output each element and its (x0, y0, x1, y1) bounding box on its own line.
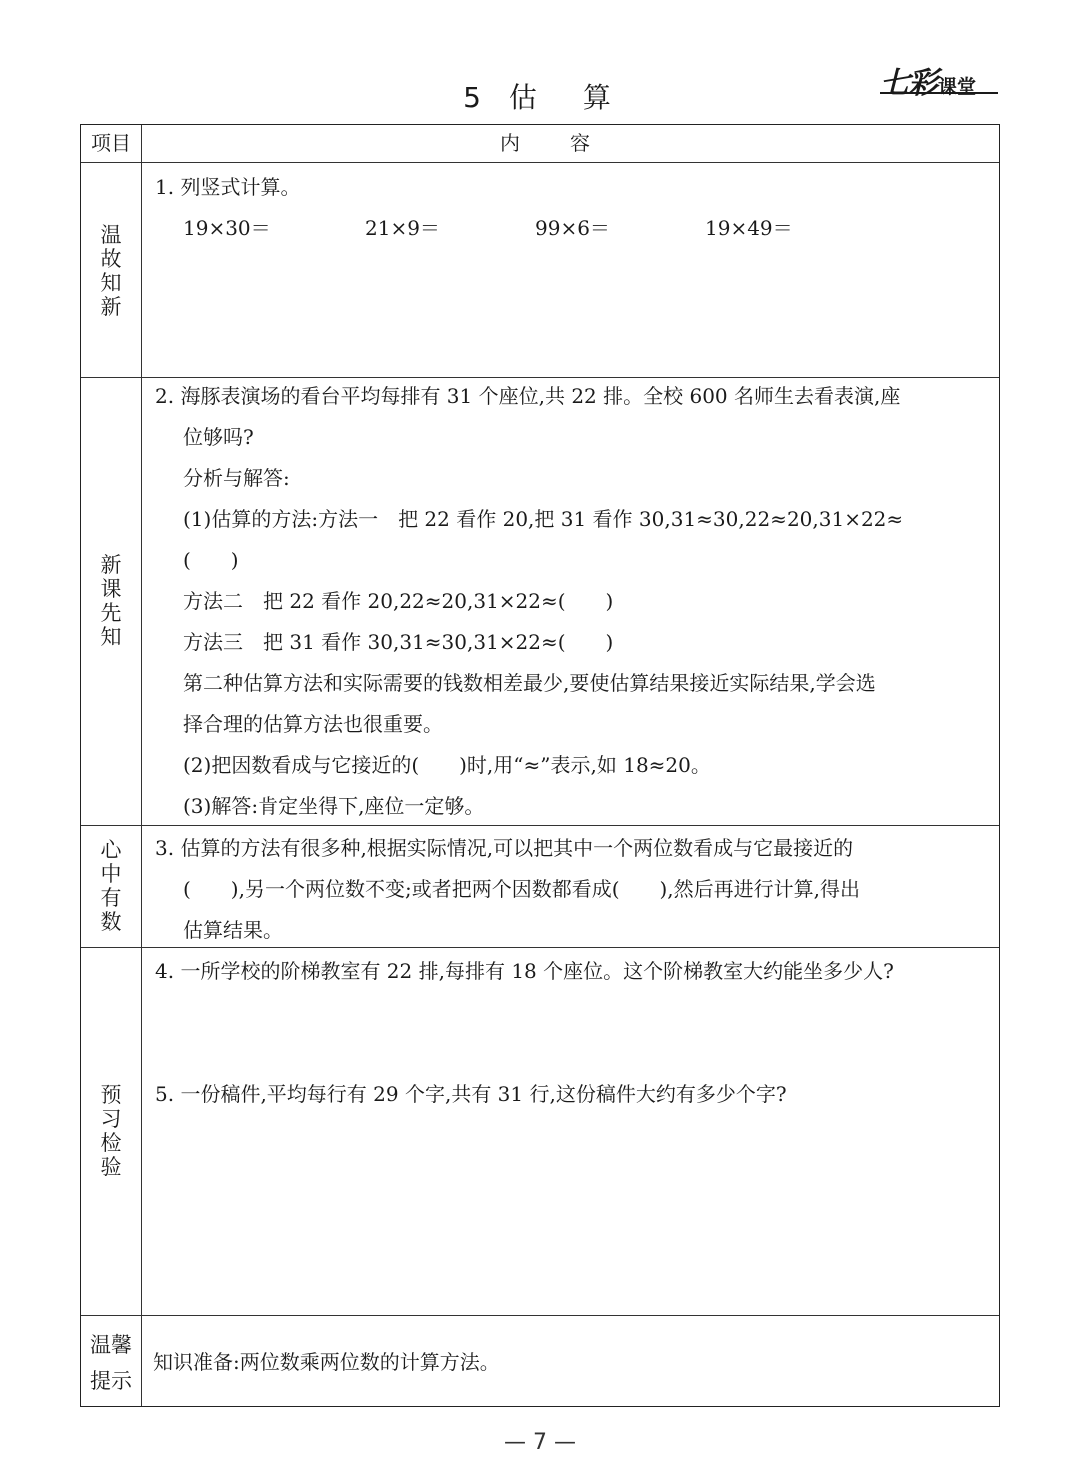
tip-text: 知识准备:两位数乘两位数的计算方法。 (153, 1350, 500, 1374)
column-divider (141, 125, 142, 1406)
question-1 (155, 167, 989, 249)
calc-row (155, 208, 989, 249)
brand-name-small: 课堂 (938, 76, 977, 98)
calc-item: 21×9＝ (365, 216, 440, 240)
question-2-line: (1)估算的方法:方法一 把 22 看作 20,把 31 看作 30,31≈30,22≈20,31×22≈ (183, 507, 904, 531)
brand-logo (880, 58, 998, 101)
question-2-line: 位够吗? (183, 425, 254, 449)
lesson-number: 5 (463, 81, 487, 114)
row-divider (81, 1315, 999, 1316)
question-2 (155, 376, 989, 827)
header-item: 项目 (91, 131, 131, 155)
title-char-2: 算 (582, 81, 617, 114)
question-4: 4. 一所学校的阶梯教室有 22 排,每排有 18 个座位。这个阶梯教室大约能坐多少人? (155, 959, 894, 983)
question-3-line: ( ),另一个两位数不变;或者把两个因数都看成( ),然后再进行计算,得出 (183, 877, 861, 901)
section-label-review: 温故知新 (100, 223, 122, 319)
question-3 (155, 828, 989, 951)
question-3-line: 3. 估算的方法有很多种,根据实际情况,可以把其中一个两位数看成与它最接近的 (155, 836, 854, 860)
question-1-title: 1. 列竖式计算。 (155, 175, 301, 199)
section-label-preview: 新课先知 (100, 553, 122, 649)
question-2-line: 第二种估算方法和实际需要的钱数相差最少,要使估算结果接近实际结果,学会选 (183, 671, 876, 695)
question-2-line: 2. 海豚表演场的看台平均每排有 31 个座位,共 22 排。全校 600 名师生去看表演,座 (155, 384, 901, 408)
section-label-tip: 温馨 提示 (90, 1333, 132, 1393)
question-2-line: (3)解答:肯定坐得下,座位一定够。 (183, 794, 485, 818)
question-2-line: (2)把因数看成与它接近的( )时,用“≈”表示,如 18≈20。 (183, 753, 711, 777)
section-label-check: 预习检验 (100, 1083, 122, 1179)
row-divider (81, 162, 999, 163)
question-2-line: ( ) (183, 548, 239, 572)
calc-item: 19×30＝ (183, 216, 271, 240)
worksheet-table (80, 124, 1000, 1407)
page-number: — 7 — (504, 1430, 576, 1455)
brand-name-big: 七彩 (880, 66, 936, 101)
header-content: 内容 (500, 131, 640, 155)
question-3-line: 估算结果。 (183, 918, 283, 942)
section-label-summary: 心中有数 (100, 838, 122, 934)
question-2-line: 方法三 把 31 看作 30,31≈30,31×22≈( ) (183, 630, 614, 654)
question-2-line: 择合理的估算方法也很重要。 (183, 712, 443, 736)
title-char-1: 估 (508, 81, 543, 114)
calc-item: 19×49＝ (705, 216, 793, 240)
calc-item: 99×6＝ (535, 216, 610, 240)
question-5: 5. 一份稿件,平均每行有 29 个字,共有 31 行,这份稿件大约有多少个字? (155, 1082, 787, 1106)
question-2-line: 分析与解答: (183, 466, 290, 490)
brand-underline (880, 92, 998, 94)
question-2-line: 方法二 把 22 看作 20,22≈20,31×22≈( ) (183, 589, 614, 613)
